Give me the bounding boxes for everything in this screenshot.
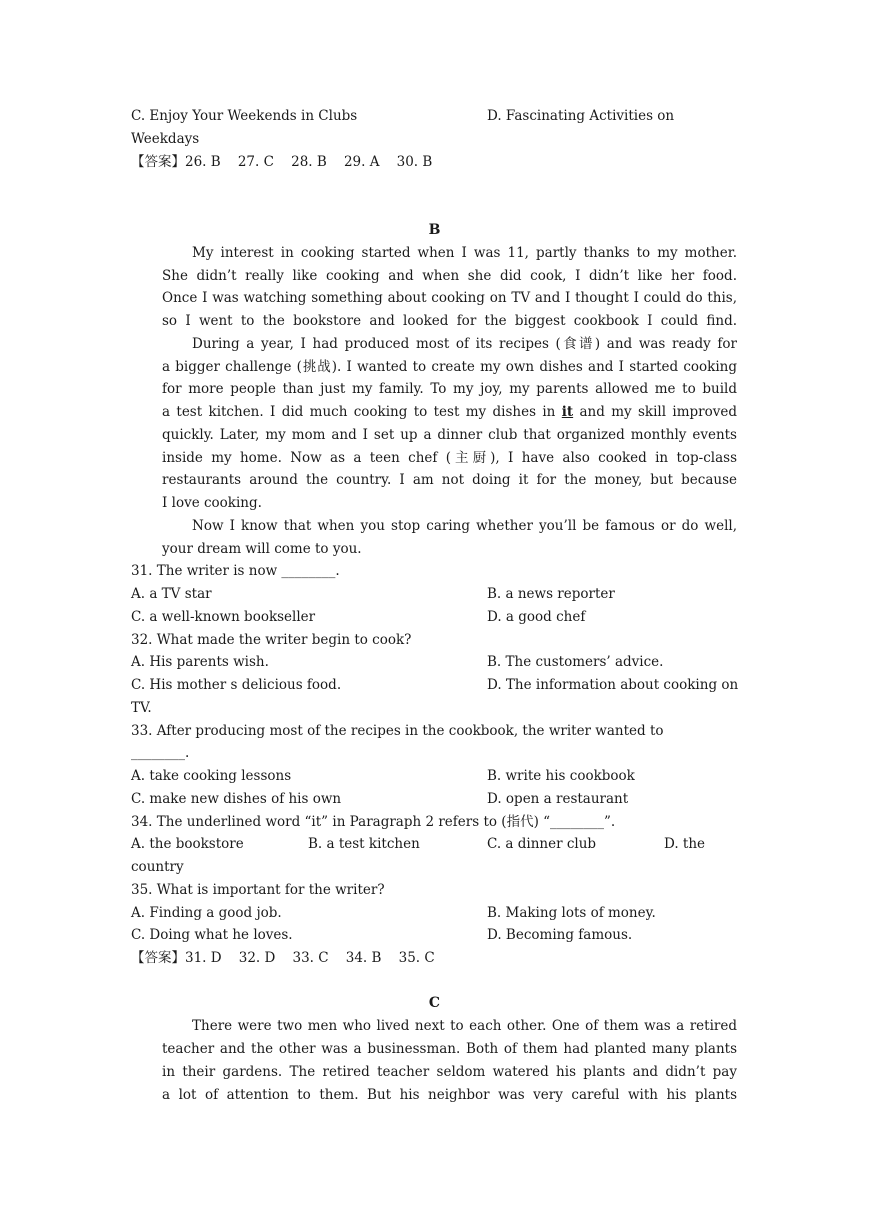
q33-option-d: D. open a restaurant <box>487 791 629 807</box>
q30-option-d-wrap: Weekdays <box>131 131 200 147</box>
passage-b-p2-line4 <box>162 403 737 421</box>
passage-b-p1-line1: My interest in cooking started when I was 11, partly thanks to my mother. <box>192 245 737 261</box>
q35-option-c: C. Doing what he loves. <box>131 927 293 943</box>
passage-b-p2-line3: for more people than just my family. To my joy, my parents allowed me to build <box>162 381 737 397</box>
question-35: 35. What is important for the writer? <box>131 882 385 898</box>
answer-key-a: 【答案】26. B 27. C 28. B 29. A 30. B <box>131 154 433 170</box>
section-heading-c: C <box>428 995 441 1011</box>
q35-option-b: B. Making lots of money. <box>487 905 656 921</box>
question-32: 32. What made the writer begin to cook? <box>131 632 412 648</box>
q32-option-d: D. The information about cooking on <box>487 677 739 693</box>
q31-option-b: B. a news reporter <box>487 586 615 602</box>
answer-key-b: 【答案】31. D 32. D 33. C 34. B 35. C <box>131 950 435 966</box>
passage-c-p1-line3: in their gardens. The retired teacher seldom watered his plants and didn’t pay <box>162 1064 737 1080</box>
q33-option-a: A. take cooking lessons <box>131 768 292 784</box>
q31-option-d: D. a good chef <box>487 609 586 625</box>
question-33: 33. After producing most of the recipes in the cookbook, the writer wanted to <box>131 723 664 739</box>
q32-option-d-wrap: TV. <box>131 700 152 716</box>
q35-option-d: D. Becoming famous. <box>487 927 633 943</box>
q33-option-b: B. write his cookbook <box>487 768 635 784</box>
q31-option-c: C. a well-known bookseller <box>131 609 316 625</box>
q34-option-a: A. the bookstore <box>131 836 244 852</box>
passage-b-p2-line5: quickly. Later, my mom and I set up a dinner club that organized monthly events <box>162 427 737 443</box>
passage-b-p1-line2: She didn’t really like cooking and when she did cook, I didn’t like her food. <box>162 268 737 284</box>
q34-option-b: B. a test kitchen <box>308 836 420 852</box>
question-33-wrap: ________. <box>131 745 190 761</box>
q34-option-d-wrap: country <box>131 859 184 875</box>
passage-c-p1-line2: teacher and the other was a businessman. Both of them had planted many plants <box>162 1041 737 1057</box>
q32-option-a: A. His parents wish. <box>131 654 269 670</box>
passage-b-p3-line1: Now I know that when you stop caring whether you’ll be famous or do well, <box>192 518 737 534</box>
passage-c-p1-line1: There were two men who lived next to each other. One of them was a retired <box>192 1018 737 1034</box>
passage-b-p2-line4-tail: and my skill improved <box>579 404 737 420</box>
q30-option-c: C. Enjoy Your Weekends in Clubs <box>131 108 358 124</box>
passage-b-p2-line4-head: a test kitchen. I did much cooking to test my dishes in <box>162 404 556 420</box>
q34-option-c: C. a dinner club <box>487 836 597 852</box>
passage-b-p2-line7: restaurants around the country. I am not doing it for the money, but because <box>162 472 737 488</box>
q33-option-c: C. make new dishes of his own <box>131 791 342 807</box>
passage-b-p2-line2: a bigger challenge (挑战). I wanted to create my own dishes and I started cooking <box>162 359 737 375</box>
underlined-word-it: it <box>561 404 574 420</box>
passage-b-p2-line8: I love cooking. <box>162 495 262 511</box>
passage-b-p1-line3: Once I was watching something about cooking on TV and I thought I could do this, <box>162 290 737 306</box>
passage-b-p3-line2: your dream will come to you. <box>162 541 362 557</box>
section-heading-b: B <box>428 222 441 238</box>
passage-c-p1-line4: a lot of attention to them. But his neighbor was very careful with his plants <box>162 1087 737 1103</box>
q32-option-b: B. The customers’ advice. <box>487 654 664 670</box>
passage-b-p2-line1: During a year, I had produced most of its recipes (食谱) and was ready for <box>192 336 737 352</box>
q34-option-d: D. the <box>664 836 706 852</box>
question-34: 34. The underlined word “it” in Paragraph 2 refers to (指代) “________”. <box>131 814 616 830</box>
passage-b-p2-line6: inside my home. Now as a teen chef (主厨), I have also cooked in top-class <box>162 450 737 466</box>
passage-b-p1-line4: so I went to the bookstore and looked for the biggest cookbook I could find. <box>162 313 737 329</box>
q30-option-d: D. Fascinating Activities on <box>487 108 675 124</box>
q35-option-a: A. Finding a good job. <box>131 905 282 921</box>
q31-option-a: A. a TV star <box>131 586 212 602</box>
q32-option-c: C. His mother s delicious food. <box>131 677 342 693</box>
question-31: 31. The writer is now ________. <box>131 563 340 579</box>
